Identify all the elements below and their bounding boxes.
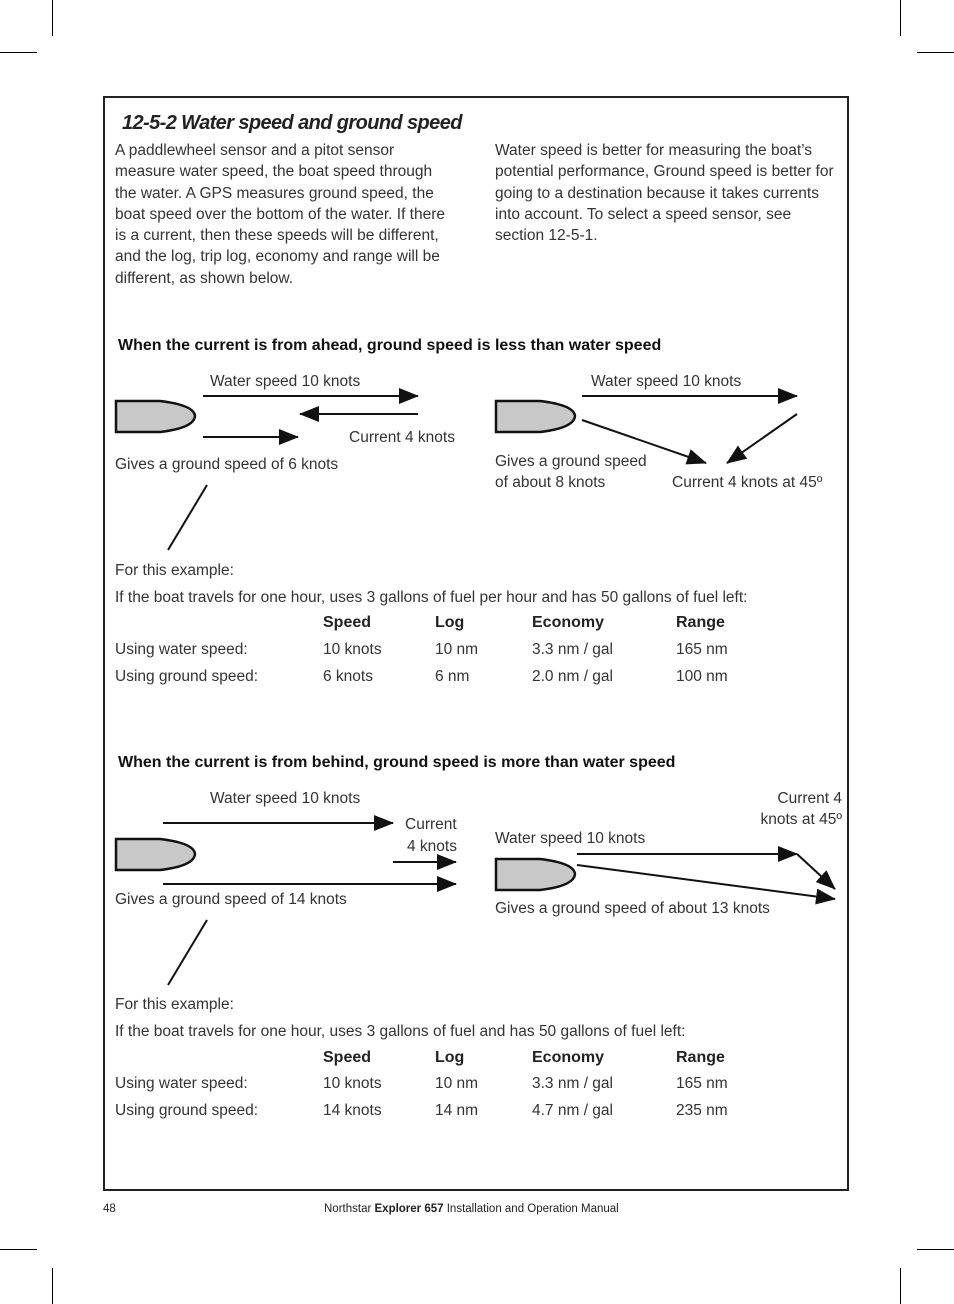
- section-title: 12-5-2 Water speed and ground speed: [122, 112, 462, 134]
- ground-speed-label: Gives a ground speed: [495, 453, 647, 470]
- table-cell: 235 nm: [676, 1102, 728, 1119]
- table-row-label: Using ground speed:: [115, 1102, 259, 1119]
- table-cell: 14 knots: [323, 1102, 382, 1119]
- table-cell: 165 nm: [676, 641, 728, 658]
- ground-speed-label: Gives a ground speed of 6 knots: [115, 456, 339, 473]
- current-arrow: [797, 854, 835, 889]
- page-number: 48: [103, 1203, 116, 1215]
- current-arrow: [727, 414, 797, 463]
- ground-speed-arrow: [577, 865, 835, 899]
- ground-speed-label: Gives a ground speed of about 13 knots: [495, 900, 770, 917]
- example-text: If the boat travels for one hour, uses 3 gallons of fuel and has 50 gallons of fuel left:: [115, 1023, 686, 1040]
- footer-title: [324, 1203, 619, 1215]
- table-cell: 165 nm: [676, 1075, 728, 1092]
- table-cell: 10 nm: [435, 641, 479, 658]
- boat-icon: [496, 401, 575, 432]
- pointer-line: [168, 485, 207, 550]
- current-label: Current: [405, 816, 457, 833]
- table-header-log: Log: [435, 614, 465, 631]
- boat-icon: [496, 859, 575, 890]
- section-heading-ahead: When the current is from ahead, ground speed is less than water speed: [118, 337, 662, 354]
- table-row-label: Using water speed:: [115, 1075, 248, 1092]
- table-header-economy: Economy: [532, 614, 605, 631]
- table-cell: 6 knots: [323, 668, 373, 685]
- water-speed-label: Water speed 10 knots: [210, 790, 361, 807]
- example-text: If the boat travels for one hour, uses 3 gallons of fuel per hour and has 50 gallons of fuel left:: [115, 589, 748, 606]
- table-cell: 6 nm: [435, 668, 470, 685]
- current-label: Current 4 knots at 45º: [672, 474, 823, 491]
- table-cell: 10 knots: [323, 1075, 382, 1092]
- example-intro: For this example:: [115, 996, 234, 1013]
- footer-product: Explorer 657: [374, 1203, 444, 1215]
- example-intro: For this example:: [115, 562, 234, 579]
- water-speed-label: Water speed 10 knots: [210, 373, 361, 390]
- table-header-log: Log: [435, 1049, 465, 1066]
- table-header-range: Range: [676, 1049, 725, 1066]
- table-cell: 100 nm: [676, 668, 728, 685]
- table-cell: 10 knots: [323, 641, 382, 658]
- boat-icon: [116, 401, 195, 432]
- ground-speed-label: Gives a ground speed of 14 knots: [115, 891, 347, 908]
- table-cell: 2.0 nm / gal: [532, 668, 613, 685]
- intro-left: A paddlewheel sensor and a pitot sensor measure water speed, the boat speed through the water. A GPS measures ground speed, the boat speed over the bottom of the water. If there is a current, then these speeds will be different, and the log, trip log, economy and range will be different, as shown below.: [115, 142, 446, 287]
- pointer-line: [168, 920, 207, 985]
- table-header-speed: Speed: [323, 614, 372, 631]
- current-label: knots at 45º: [760, 811, 842, 828]
- ground-speed-label: of about 8 knots: [495, 474, 606, 491]
- table-header-range: Range: [676, 614, 725, 631]
- boat-icon: [116, 839, 195, 870]
- current-label: Current 4 knots: [349, 429, 455, 446]
- footer-manual: Installation and Operation Manual: [443, 1203, 619, 1215]
- table-cell: 10 nm: [435, 1075, 479, 1092]
- current-label: 4 knots: [407, 838, 457, 855]
- table-cell: 3.3 nm / gal: [532, 641, 613, 658]
- footer-brand: Northstar: [324, 1203, 375, 1215]
- table-cell: 3.3 nm / gal: [532, 1075, 613, 1092]
- water-speed-label: Water speed 10 knots: [495, 830, 646, 847]
- water-speed-label: Water speed 10 knots: [591, 373, 742, 390]
- table-header-speed: Speed: [323, 1049, 372, 1066]
- section-heading-behind: When the current is from behind, ground speed is more than water speed: [118, 754, 676, 771]
- table-cell: 4.7 nm / gal: [532, 1102, 613, 1119]
- intro-right: Water speed is better for measuring the boat’s potential performance, Ground speed is better for going to a destination because it takes currents into account. To select a speed sensor, see section 12-5-1.: [495, 142, 834, 245]
- table-cell: 14 nm: [435, 1102, 479, 1119]
- current-label: Current 4: [777, 790, 842, 807]
- table-row-label: Using water speed:: [115, 641, 248, 658]
- table-header-economy: Economy: [532, 1049, 605, 1066]
- table-row-label: Using ground speed:: [115, 668, 259, 685]
